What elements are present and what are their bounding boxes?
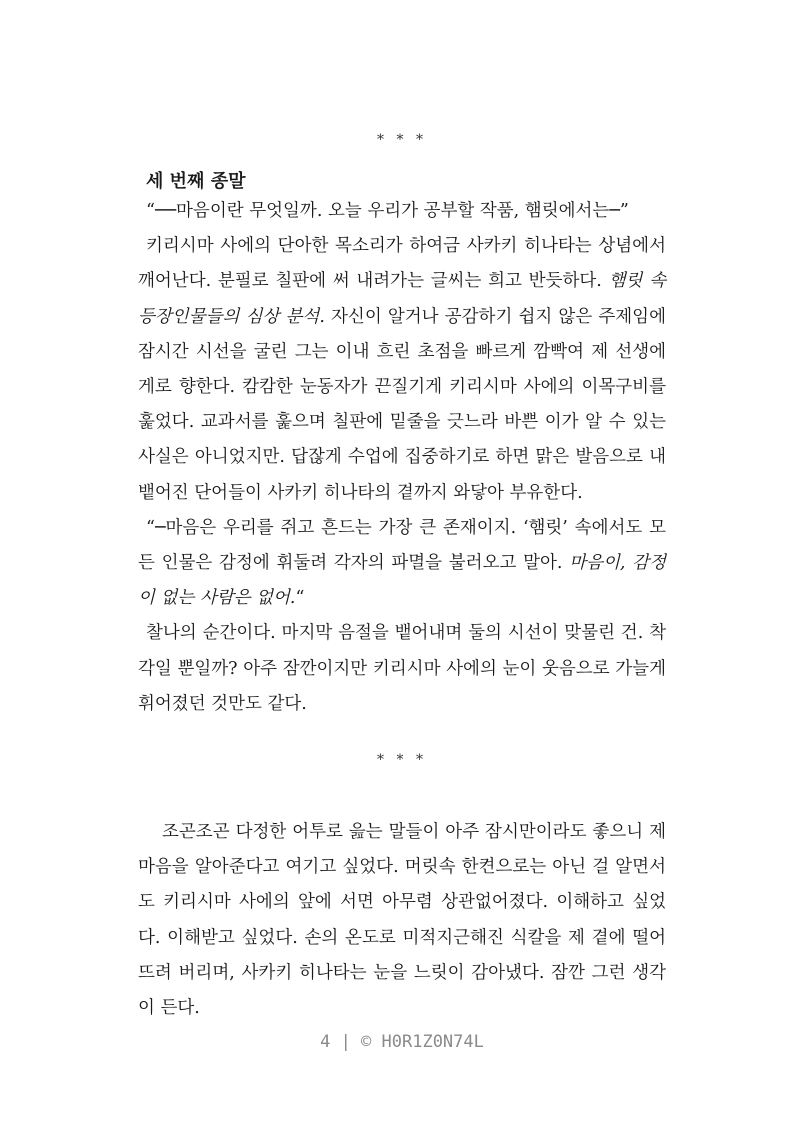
narration-text: 키리시마 사에의 단아한 목소리가 하여금 사카키 히나타는 상념에서 깨어난다. 분필로 칠판에 써 내려가는 글씨는 희고 반듯하다. xyxy=(138,236,666,292)
narration-paragraph xyxy=(138,815,666,1026)
document-page xyxy=(138,0,666,1136)
dialogue-text: “──마음이란 무엇일까. 오늘 우리가 공부할 작품, 햄릿에서는─” xyxy=(146,201,629,221)
narration-text: 조곤조곤 다정한 어투로 읊는 말들이 아주 잠시만이라도 좋으니 제 마음을 알아준다고 여기고 싶었다. 머릿속 한켠으로는 아닌 걸 알면서도 키리시마 사에의 앞에 서면 아무렴 상관없어졌다. 이해하고 싶었다. 이해받고 싶었다. 손의 온도로 미적지근해진 식칼을 제 곁에 떨어뜨려 버리며, 사카키 히나타는 눈을 느릿이 감아냈다. 잠깐 그런 생각이 든다. xyxy=(138,822,666,1019)
story-text-block xyxy=(138,194,666,722)
page-footer: 4 | © H0R1Z0N74L xyxy=(320,1032,484,1052)
section-heading: 세 번째 종말 xyxy=(146,171,246,192)
dialogue-text: “ xyxy=(295,588,305,609)
narration-paragraph xyxy=(138,616,666,722)
scene-separator: * * * xyxy=(377,752,427,768)
narration-paragraph xyxy=(138,229,666,511)
narration-text: 찰나의 순간이다. 마지막 음절을 뱉어내며 둘의 시선이 맞물린 건. 착각일 뿐일까? 아주 잠깐이지만 키리시마 사에의 눈이 웃음으로 가늘게 휘어졌던 것만도 같다. xyxy=(138,623,666,714)
scene-separator: * * * xyxy=(377,132,427,148)
dialogue-text: “─마음은 우리를 쥐고 흔드는 가장 큰 존재이지. ‘햄릿’ 속에서도 모든 인물은 감정에 휘둘려 각자의 파멸을 불러오고 말아. xyxy=(138,517,666,574)
dialogue-paragraph xyxy=(138,194,666,229)
emphasized-text: 마음이, 감정이 없는 사람은 없어. xyxy=(138,553,666,609)
emphasized-text: 햄릿 속 등장인물들의 심상 분석. xyxy=(138,271,666,327)
story-text-block xyxy=(138,815,666,1026)
dialogue-paragraph xyxy=(138,511,666,617)
narration-text: 자신이 알거나 공감하기 쉽지 않은 주제임에 잠시간 시선을 굴린 그는 이내 흐린 초점을 빠르게 깜빡여 제 선생에게로 향한다. 캄캄한 눈동자가 끈질기게 키리시마 사에의 이목구비를 훑었다. 교과서를 훑으며 칠판에 밑줄을 긋느라 바쁜 이가 알 수 있는 사실은 아니었지만. 답잖게 수업에 집중하기로 하면 맑은 발음으로 내뱉어진 단어들이 사카키 히나타의 곁까지 와닿아 부유한다. xyxy=(138,306,666,503)
